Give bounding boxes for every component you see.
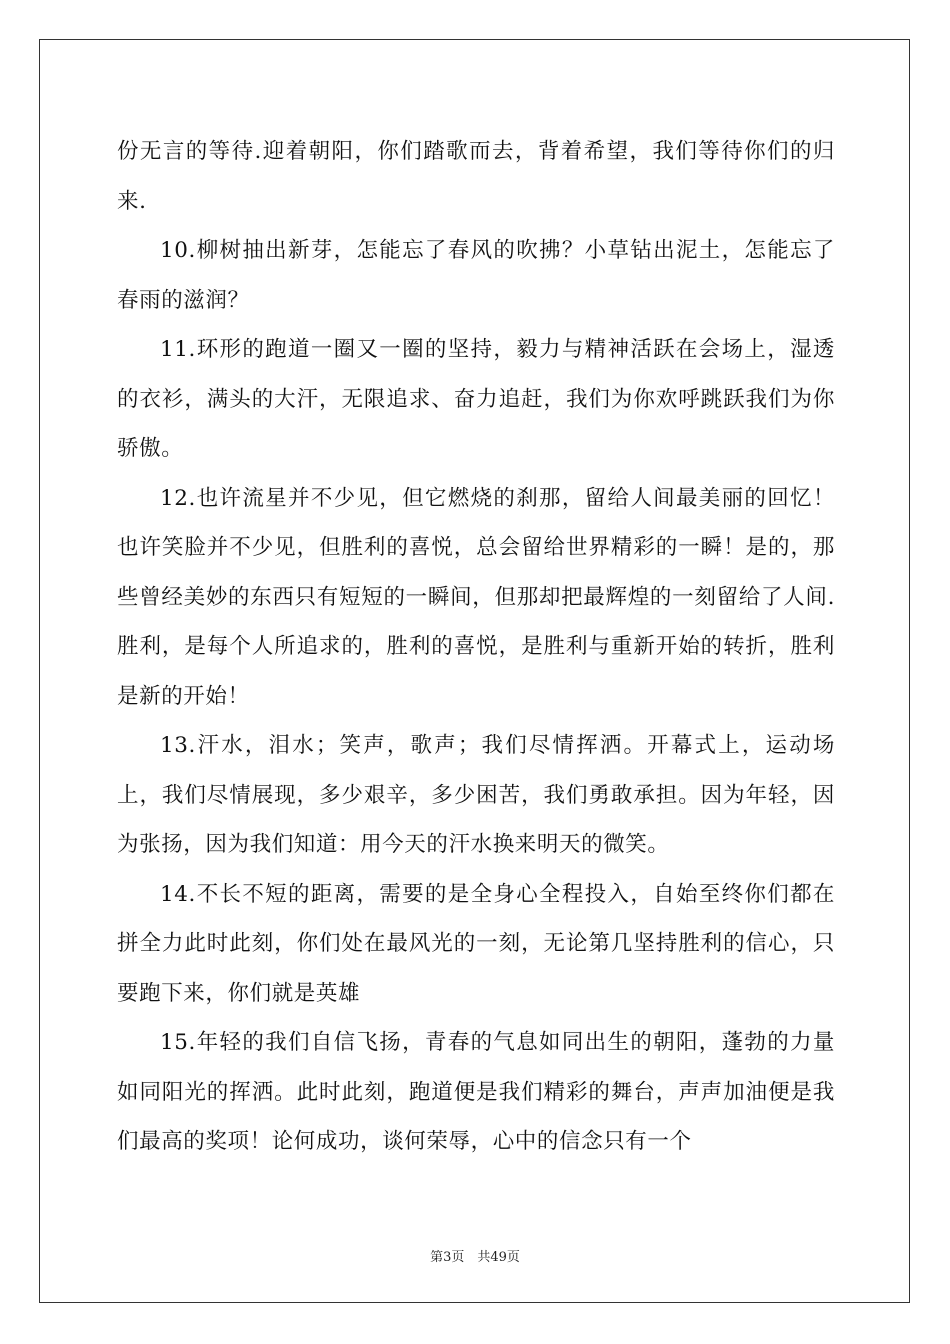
paragraph-item-11: 11.环形的跑道一圈又一圈的坚持，毅力与精神活跃在会场上，湿透的衣衫，满头的大汗，无限追求、奋力追赶，我们为你欢呼跳跃我们为你骄傲。 xyxy=(117,337,835,461)
paragraph-item-15: 15.年轻的我们自信飞扬，青春的气息如同出生的朝阳，蓬勃的力量如同阳光的挥洒。此时此刻，跑道便是我们精彩的舞台，声声加油便是我们最高的奖项！论何成功，谈何荣辱，心中的信念只有一个 xyxy=(117,1030,835,1154)
paragraph-item-14: 14.不长不短的距离，需要的是全身心全程投入，自始至终你们都在拼全力此时此刻，你们处在最风光的一刻，无论第几坚持胜利的信心，只要跑下来，你们就是英雄 xyxy=(117,881,835,1006)
paragraph-item-13: 13.汗水，泪水；笑声，歌声；我们尽情挥洒。开幕式上，运动场上，我们尽情展现，多少艰辛，多少困苦，我们勇敢承担。因为年轻，因为张扬，因为我们知道：用今天的汗水换来明天的微笑。 xyxy=(117,733,835,857)
document-body xyxy=(117,127,835,1167)
page-number: 第3页 共49页 xyxy=(430,1250,520,1265)
paragraph-item-10: 10.柳树抽出新芽，怎能忘了春风的吹拂？小草钻出泥土，怎能忘了春雨的滋润？ xyxy=(117,238,835,313)
paragraph-item-12: 12.也许流星并不少见，但它燃烧的刹那，留给人间最美丽的回忆！也许笑脸并不少见，但胜利的喜悦，总会留给世界精彩的一瞬！是的，那些曾经美妙的东西只有短短的一瞬间，但那却把最辉煌的一刻留给了人间.胜利，是每个人所追求的，胜利的喜悦，是胜利与重新开始的转折，胜利是新的开始！ xyxy=(117,485,835,709)
paragraph-continuation: 份无言的等待.迎着朝阳，你们踏歌而去，背着希望，我们等待你们的归来. xyxy=(117,139,835,214)
